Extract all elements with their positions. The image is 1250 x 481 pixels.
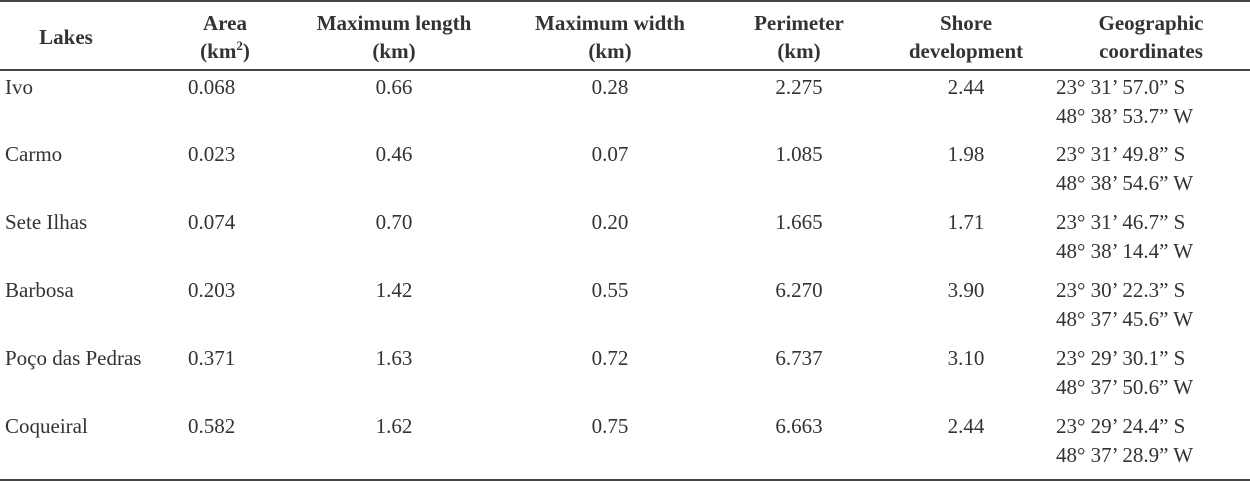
cell-max-length: 1.42 xyxy=(375,278,413,302)
cell-max-width: 0.75 xyxy=(502,410,718,480)
header-perimeter-label: Perimeter xyxy=(754,10,844,35)
header-max-length-unit: (km) xyxy=(372,38,416,63)
cell-shore-development: 3.10 xyxy=(947,346,985,370)
cell-max-length: 0.70 xyxy=(375,210,413,234)
header-area-label: Area xyxy=(203,10,247,35)
table-row xyxy=(0,410,1250,480)
header-perimeter-unit: (km) xyxy=(777,38,821,63)
cell-area: 0.068 xyxy=(188,75,236,99)
table-row xyxy=(0,342,1250,410)
table-row xyxy=(0,138,1250,206)
cell-longitude: 48° 37’ 50.6” W xyxy=(1056,375,1194,399)
cell-perimeter: 1.665 xyxy=(775,210,823,234)
header-shore-label: Shore xyxy=(939,10,993,35)
cell-coordinates xyxy=(1052,274,1250,342)
cell-shore-development: 2.44 xyxy=(880,410,1052,480)
cell-lake: Coqueiral xyxy=(0,410,164,480)
cell-perimeter: 6.737 xyxy=(775,346,823,370)
cell-longitude: 48° 38’ 14.4” W xyxy=(1056,239,1194,263)
cell-longitude: 48° 37’ 45.6” W xyxy=(1056,307,1194,331)
cell-latitude: 23° 29’ 24.4” S xyxy=(1056,414,1186,438)
header-perimeter xyxy=(718,1,880,70)
header-shore-development xyxy=(880,1,1052,70)
header-area-unit-sup: 2 xyxy=(236,37,243,53)
cell-latitude: 23° 31’ 49.8” S xyxy=(1056,142,1186,166)
header-row xyxy=(0,1,1250,70)
header-area-unit-post: ) xyxy=(242,38,250,63)
cell-perimeter: 6.270 xyxy=(775,278,823,302)
cell-max-length: 1.63 xyxy=(375,346,413,370)
cell-perimeter: 6.663 xyxy=(718,410,880,480)
header-area-unit-pre: (km xyxy=(200,38,237,63)
header-coords-label-2: coordinates xyxy=(1099,38,1203,63)
cell-latitude: 23° 31’ 46.7” S xyxy=(1056,210,1186,234)
header-max-width xyxy=(502,1,718,70)
cell-longitude: 48° 38’ 54.6” W xyxy=(1056,171,1194,195)
cell-area: 0.582 xyxy=(164,410,286,480)
cell-lake: Sete Ilhas xyxy=(5,210,88,234)
cell-area: 0.074 xyxy=(188,210,236,234)
cell-lake: Carmo xyxy=(5,142,63,166)
cell-max-width: 0.55 xyxy=(591,278,629,302)
cell-max-width: 0.07 xyxy=(591,142,629,166)
cell-max-length: 0.66 xyxy=(375,75,413,99)
cell-max-length: 0.46 xyxy=(375,142,413,166)
cell-perimeter: 2.275 xyxy=(775,75,823,99)
table-row xyxy=(0,206,1250,274)
cell-shore-development: 2.44 xyxy=(947,75,985,99)
cell-lake: Poço das Pedras xyxy=(5,346,142,370)
cell-perimeter: 1.085 xyxy=(775,142,823,166)
table-row xyxy=(0,274,1250,342)
header-coords-label: Geographic xyxy=(1098,10,1204,35)
cell-coordinates xyxy=(1052,342,1250,410)
header-area xyxy=(164,1,286,70)
cell-longitude: 48° 37’ 28.9” W xyxy=(1056,443,1194,467)
header-max-width-unit: (km) xyxy=(588,38,632,63)
cell-shore-development: 1.98 xyxy=(947,142,985,166)
cell-lake: Ivo xyxy=(5,75,33,99)
cell-area: 0.371 xyxy=(188,346,236,370)
cell-coordinates xyxy=(1052,410,1250,480)
cell-shore-development: 1.71 xyxy=(947,210,985,234)
table-row xyxy=(0,70,1250,138)
cell-longitude: 48° 38’ 53.7” W xyxy=(1056,104,1194,128)
cell-coordinates xyxy=(1052,70,1250,138)
cell-lake: Barbosa xyxy=(5,278,74,302)
cell-area: 0.023 xyxy=(188,142,236,166)
cell-area: 0.203 xyxy=(188,278,236,302)
cell-max-length: 1.62 xyxy=(286,410,502,480)
cell-coordinates xyxy=(1052,206,1250,274)
table-body xyxy=(0,70,1250,480)
header-max-length-label: Maximum length xyxy=(316,10,472,35)
cell-max-width: 0.72 xyxy=(591,346,629,370)
header-max-length xyxy=(286,1,502,70)
cell-latitude: 23° 29’ 30.1” S xyxy=(1056,346,1186,370)
header-max-width-label: Maximum width xyxy=(535,10,685,35)
header-shore-label-2: development xyxy=(908,38,1024,63)
cell-latitude: 23° 30’ 22.3” S xyxy=(1056,278,1186,302)
header-geographic-coordinates xyxy=(1052,1,1250,70)
cell-shore-development: 3.90 xyxy=(947,278,985,302)
cell-max-width: 0.20 xyxy=(591,210,629,234)
cell-coordinates xyxy=(1052,138,1250,206)
cell-latitude: 23° 31’ 57.0” S xyxy=(1056,75,1186,99)
header-lakes: Lakes xyxy=(0,1,164,70)
table-header xyxy=(0,1,1250,70)
cell-max-width: 0.28 xyxy=(591,75,629,99)
